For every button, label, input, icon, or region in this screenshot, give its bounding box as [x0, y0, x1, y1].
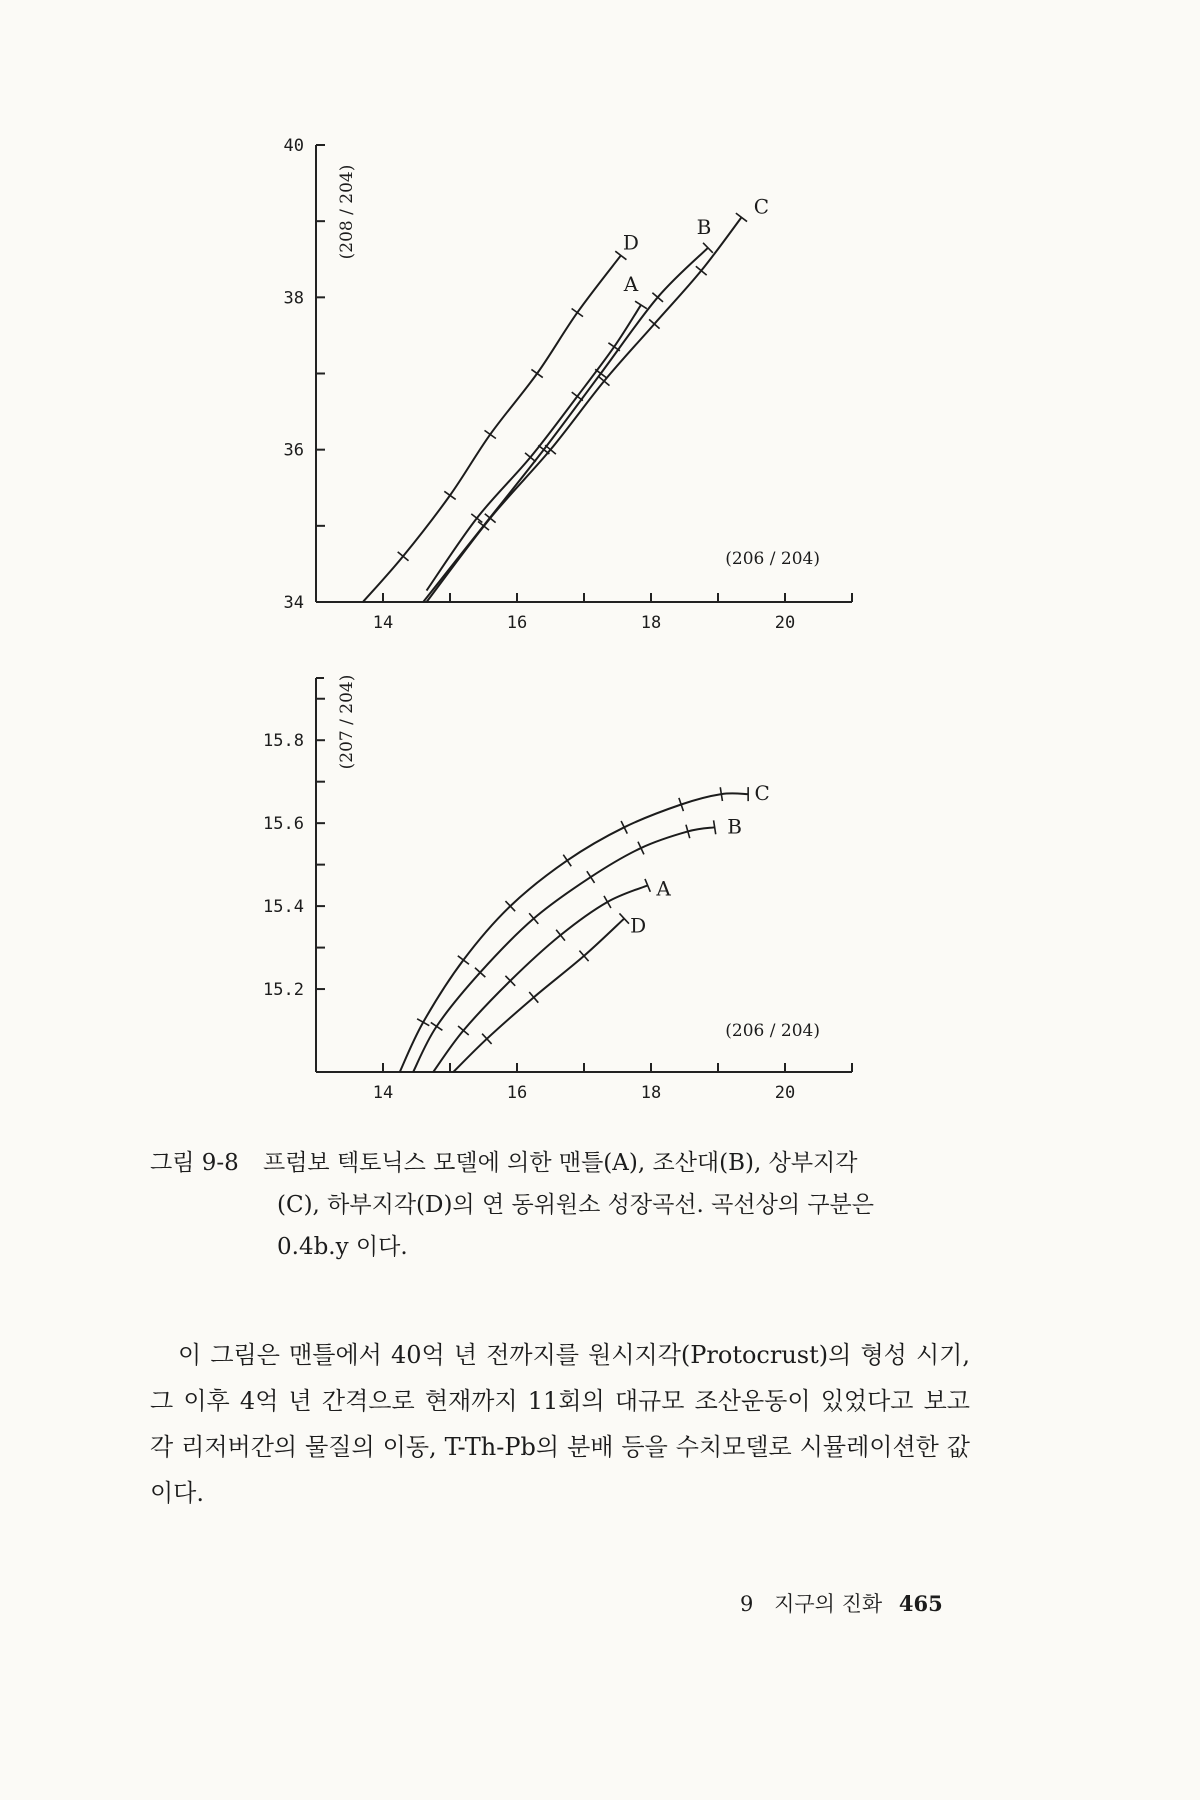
series-B-mark [475, 968, 485, 977]
x-axis-title: (206 / 204) [725, 1021, 820, 1041]
series-D-mark [444, 491, 455, 499]
series-C-mark [417, 1019, 429, 1026]
body-paragraph: 이 그림은 맨틀에서 40억 년 전까지를 원시지각(Protocrust)의 형성 시기, 그 이후 4억 년 간격으로 현재까지 11회의 대규모 조산운동이 있었다고 보고 각 리저버간의 물질의 이동, T-Th-Pb의 분배 등을 수치모델로 시뮬레이션한 값이다. [150, 1341, 970, 1507]
series-B-mark [431, 1022, 443, 1030]
chapter-number: 9 [740, 1592, 754, 1616]
series-D-mark [485, 430, 496, 438]
series-C-mark [563, 855, 571, 867]
series-C-mark [458, 956, 469, 964]
series-A-mark [458, 1026, 469, 1035]
series-C-mark [621, 821, 627, 834]
x-tick-label: 16 [506, 1083, 528, 1103]
x-tick-label: 18 [640, 613, 662, 633]
x-tick-label: 20 [774, 1083, 796, 1103]
series-C-label: C [753, 194, 770, 219]
series-A-label: A [656, 876, 671, 901]
series-B-label: B [727, 814, 743, 839]
series-A-line [433, 885, 647, 1072]
series-B-line [413, 827, 715, 1072]
chapter-title: 지구의 진화 [774, 1592, 883, 1616]
series-A-mark [505, 976, 515, 986]
series-A-mark [645, 879, 650, 892]
series-C-label: C [754, 781, 770, 806]
caption-line-2: (C), 하부지각(D)의 연 동위원소 성장곡선. 곡선상의 구분은 [277, 1192, 874, 1218]
chart-208-204 [0, 0, 1200, 700]
series-B-mark [714, 820, 716, 834]
series-C-mark [679, 798, 684, 811]
y-tick-label: 34 [283, 593, 304, 613]
series-D-mark [531, 369, 542, 377]
series-A-line [427, 305, 641, 591]
series-D-mark [579, 951, 588, 962]
y-tick-label: 15.6 [263, 814, 304, 835]
series-C-mark [505, 901, 515, 911]
y-tick-label: 38 [283, 288, 304, 309]
series-A-mark [604, 896, 611, 908]
series-B-mark [587, 871, 595, 883]
series-D-mark [572, 309, 583, 317]
series-D-line [363, 255, 621, 602]
x-tick-label: 14 [372, 1083, 394, 1103]
caption-line-3: 0.4b.y 이다. [277, 1234, 408, 1260]
y-axis-title: (208 / 204) [337, 164, 357, 260]
series-B-mark [529, 913, 538, 924]
series-D-mark [529, 992, 538, 1003]
series-B-mark [638, 842, 644, 855]
series-C-line [427, 214, 742, 602]
x-tick-label: 20 [774, 613, 796, 633]
page-footer [740, 1588, 943, 1618]
figure-number: 그림 9-8 [150, 1150, 239, 1176]
series-D-mark [482, 1034, 492, 1044]
series-A-label: A [623, 271, 639, 296]
series-A-mark [635, 301, 647, 309]
y-tick-label: 36 [283, 440, 304, 461]
series-C-mark [736, 213, 747, 221]
y-tick-label: 15.8 [263, 731, 304, 752]
x-tick-label: 18 [640, 1083, 662, 1103]
page-number: 465 [898, 1591, 943, 1616]
series-B-mark [595, 369, 606, 377]
caption-line-1: 프럼보 텍토닉스 모델에 의한 맨틀(A), 조산대(B), 상부지각 [263, 1150, 858, 1176]
series-D-label: D [622, 230, 639, 255]
series-B-label: B [696, 214, 712, 239]
figure-caption [150, 1142, 970, 1268]
series-A-mark [556, 930, 565, 941]
y-tick-label: 15.2 [263, 980, 304, 1001]
x-axis-title: (206 / 204) [725, 549, 820, 569]
x-tick-label: 16 [506, 613, 528, 633]
y-axis-title: (207 / 204) [337, 674, 357, 770]
series-B-mark [686, 825, 690, 838]
series-D-label: D [630, 913, 647, 938]
y-tick-label: 15.4 [263, 897, 304, 918]
series-C-line [400, 793, 748, 1072]
series-D-mark [619, 913, 629, 923]
x-tick-label: 14 [372, 613, 394, 633]
series-C-mark [720, 787, 722, 801]
y-tick-label: 40 [283, 136, 304, 156]
series-A-mark [471, 514, 482, 523]
series-D-line [453, 919, 624, 1072]
